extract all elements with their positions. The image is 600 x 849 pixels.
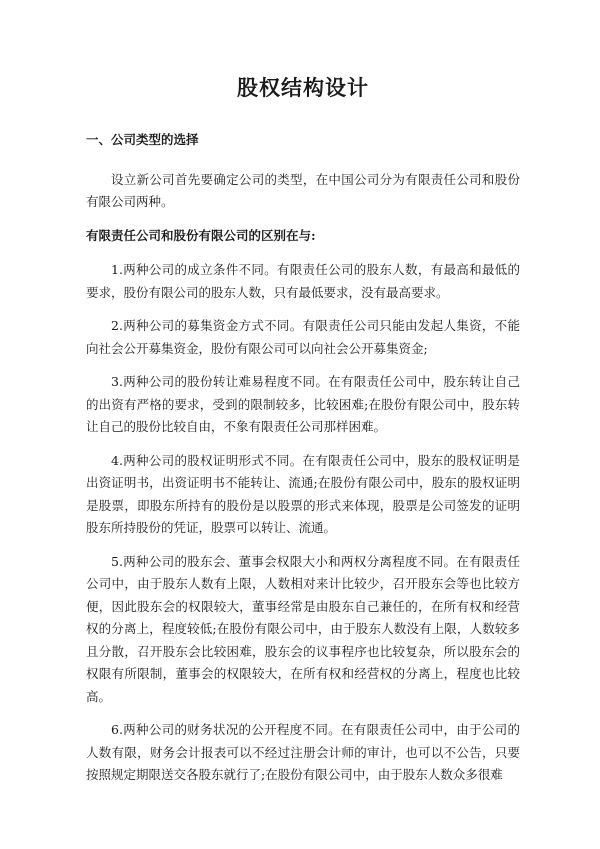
list-item-3: 3.两种公司的股份转让难易程度不同。在有限责任公司中，股东转让自己的出资有严格的要求，受到的限制较多，比较困难;在股份有限公司中，股东转让自己的股份比较自由，不象有限责任公司那样困难。	[86, 374, 520, 434]
comparison-heading: 有限责任公司和股份有限公司的区别在与:	[86, 228, 316, 243]
section-heading: 一、公司类型的选择	[86, 132, 199, 147]
list-item-5: 5.两种公司的股东会、董事会权限大小和两权分离程度不同。在有限责任公司中，由于股东人数有上限，人数相对来计比较少，召开股东会等也比较方便，因此股东会的权限较大，董事经常是由股东自己兼任的，在所有权和经营权的分离上，程度较低;在股份有限公司中，由于股东人数没有上限，人数较多且分散，召开股东会比较困难，股东会的议事程序也比较复杂，所以股东会的权限有所限制，董事会的权限较大，在所有权和经营权的分离上，程度也比较高。	[86, 553, 520, 704]
page-title: 股权结构设计	[237, 75, 369, 100]
list-item-2: 2.两种公司的募集资金方式不同。有限责任公司只能由发起人集资，不能向社会公开募集资金，股份有限公司可以向社会公开募集资金;	[86, 318, 520, 356]
list-item-1: 1.两种公司的成立条件不同。有限责任公司的股东人数，有最高和最低的要求，股份有限公司的股东人数，只有最低要求，没有最高要求。	[86, 262, 520, 300]
list-item-6: 6.两种公司的财务状况的公开程度不同。在有限责任公司中，由于公司的人数有限，财务会计报表可以不经过注册会计师的审计，也可以不公告，只要按照规定期限送交各股东就行了;在股份有限公司中，由于股东人数众多很难	[86, 722, 520, 782]
list-item-4: 4.两种公司的股权证明形式不同。在有限责任公司中，股东的股权证明是出资证明书，出资证明书不能转让、流通;在股份有限公司中，股东的股权证明是股票，即股东所持有的股份是以股票的形式来体现，股票是公司签发的证明股东所持股份的凭证，股票可以转让、流通。	[86, 452, 520, 535]
intro-paragraph: 设立新公司首先要确定公司的类型，在中国公司分为有限责任公司和股份有限公司两种。	[86, 172, 520, 209]
